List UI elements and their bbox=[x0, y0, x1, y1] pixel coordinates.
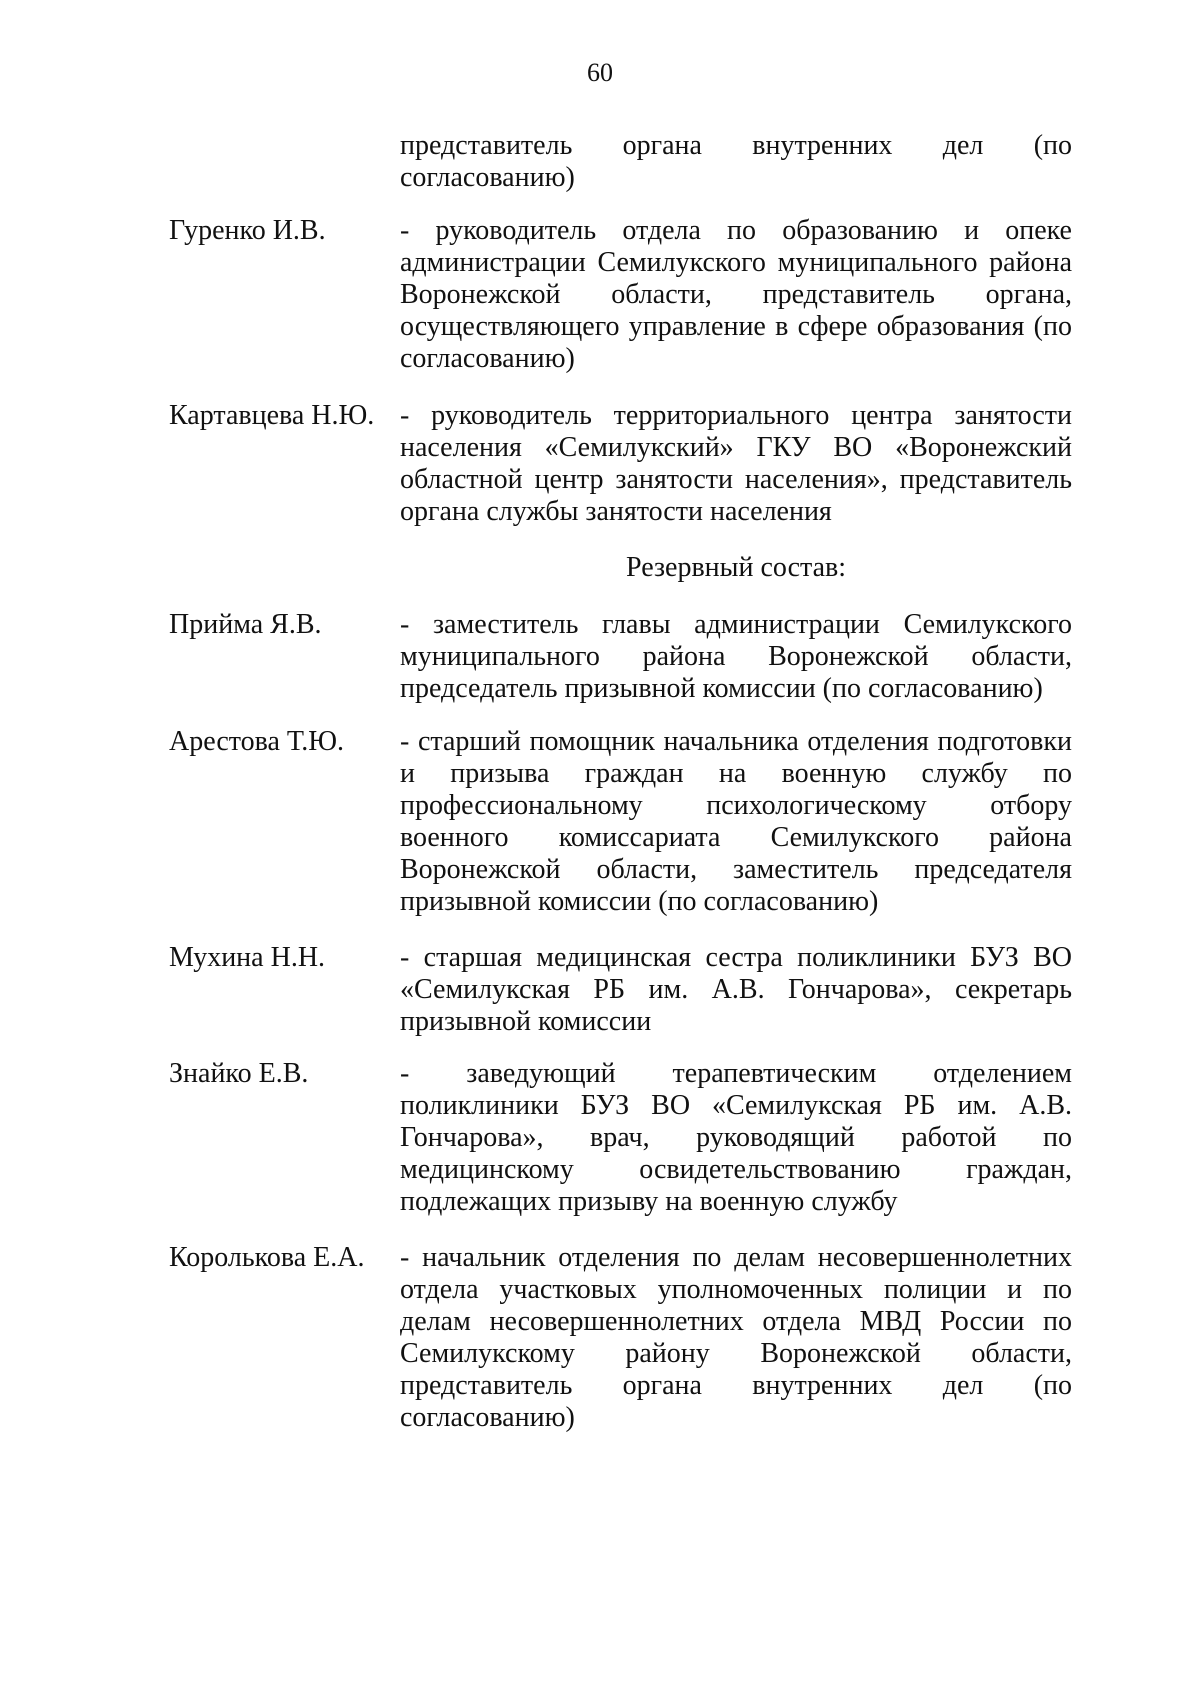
description-line: Семилукскому району Воронежской области, bbox=[400, 1338, 1072, 1369]
member-description bbox=[400, 726, 1072, 918]
page-number: 60 bbox=[587, 58, 613, 87]
description-line: профессиональному психологическому отбору bbox=[400, 790, 1072, 821]
description-line: - заведующий терапевтическим отделением bbox=[400, 1058, 1072, 1089]
description-line: призывной комиссии bbox=[400, 1006, 652, 1037]
description-line: муниципального района Воронежской области, bbox=[400, 641, 1072, 672]
description-line: призывной комиссии (по согласованию) bbox=[400, 886, 879, 917]
description-line: областной центр занятости населения», представитель bbox=[400, 464, 1072, 495]
description-line: - заместитель главы администрации Семилукского bbox=[400, 609, 1072, 640]
description-line: осуществляющего управление в сфере образования (по bbox=[400, 311, 1072, 342]
description-line: подлежащих призыву на военную службу bbox=[400, 1186, 898, 1217]
member-description bbox=[400, 609, 1072, 705]
member-description bbox=[400, 1242, 1072, 1434]
description-line: Воронежской области, заместитель председателя bbox=[400, 854, 1072, 885]
description-line: медицинскому освидетельствованию граждан, bbox=[400, 1154, 1072, 1185]
member-name: Прийма Я.В. bbox=[169, 609, 322, 640]
member-name: Мухина Н.Н. bbox=[169, 942, 326, 973]
member-name: Королькова Е.А. bbox=[169, 1242, 365, 1273]
member-description bbox=[400, 400, 1072, 528]
member-name: Знайко Е.В. bbox=[169, 1058, 309, 1089]
reserve-heading: Резервный состав: bbox=[625, 552, 847, 583]
description-line: согласованию) bbox=[400, 343, 575, 374]
description-line: органа службы занятости населения bbox=[400, 496, 832, 527]
description-line: отдела участковых уполномоченных полиции и по bbox=[400, 1274, 1072, 1305]
member-name: Картавцева Н.Ю. bbox=[169, 400, 375, 431]
description-line: председатель призывной комиссии (по согласованию) bbox=[400, 673, 1043, 704]
description-line: населения «Семилукский» ГКУ ВО «Воронежский bbox=[400, 432, 1072, 463]
member-description bbox=[400, 130, 1072, 194]
description-line: - руководитель отдела по образованию и опеке bbox=[400, 215, 1072, 246]
description-line: делам несовершеннолетних отдела МВД России по bbox=[400, 1306, 1072, 1337]
member-name: Гуренко И.В. bbox=[169, 215, 326, 246]
member-description bbox=[400, 942, 1072, 1038]
description-line: поликлиники БУЗ ВО «Семилукская РБ им. А.В. bbox=[400, 1090, 1072, 1121]
description-line: - начальник отделения по делам несовершеннолетних bbox=[400, 1242, 1072, 1273]
member-description bbox=[400, 215, 1072, 375]
description-line: представитель органа внутренних дел (по bbox=[400, 130, 1072, 161]
description-line: согласованию) bbox=[400, 162, 575, 193]
description-line: Воронежской области, представитель органа, bbox=[400, 279, 1072, 310]
member-description bbox=[400, 1058, 1072, 1218]
description-line: военного комиссариата Семилукского района bbox=[400, 822, 1072, 853]
description-line: Гончарова», врач, руководящий работой по bbox=[400, 1122, 1072, 1153]
description-line: представитель органа внутренних дел (по bbox=[400, 1370, 1072, 1401]
description-line: - старший помощник начальника отделения подготовки bbox=[400, 726, 1072, 757]
member-name: Арестова Т.Ю. bbox=[169, 726, 344, 757]
description-line: - старшая медицинская сестра поликлиники БУЗ ВО bbox=[400, 942, 1072, 973]
description-line: администрации Семилукского муниципального района bbox=[400, 247, 1072, 278]
description-line: согласованию) bbox=[400, 1402, 575, 1433]
description-line: «Семилукская РБ им. А.В. Гончарова», секретарь bbox=[400, 974, 1072, 1005]
description-line: и призыва граждан на военную службу по bbox=[400, 758, 1072, 789]
description-line: - руководитель территориального центра занятости bbox=[400, 400, 1072, 431]
